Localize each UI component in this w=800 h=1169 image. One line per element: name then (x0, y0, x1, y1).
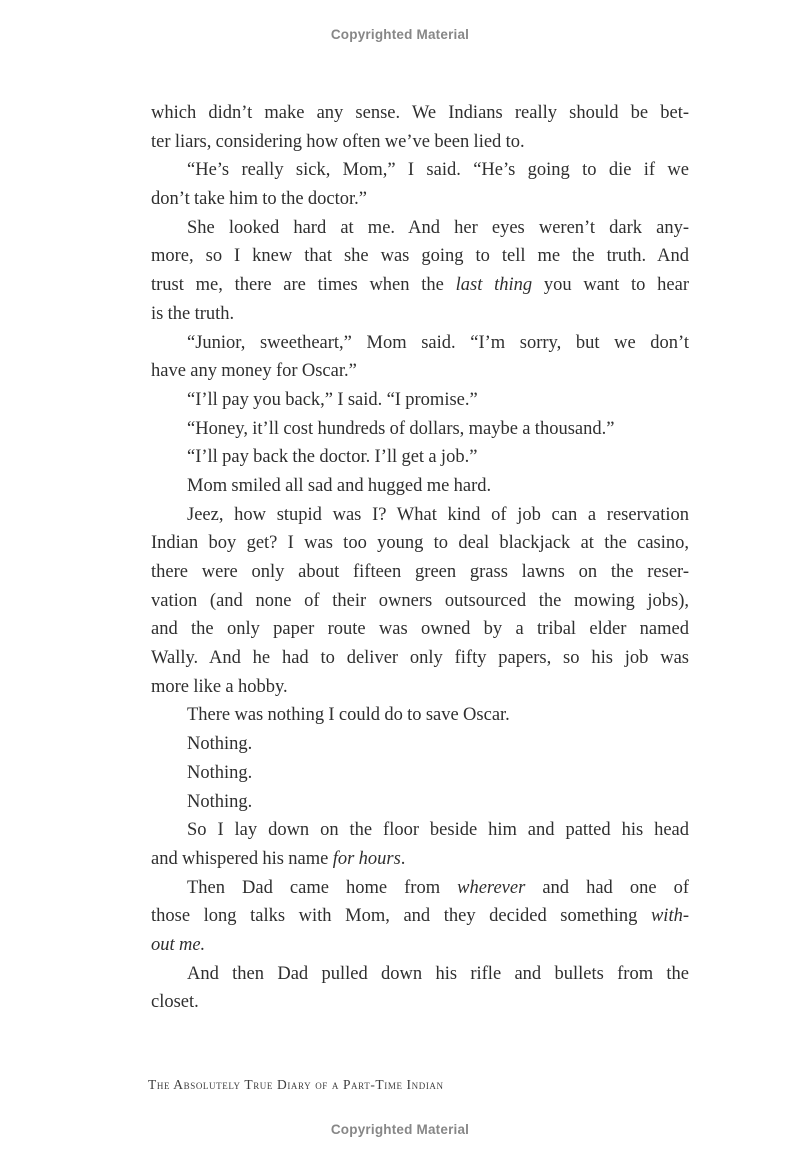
text-segment: have any money for Oscar.” (151, 361, 357, 382)
text-segment: and whispered his name (151, 848, 333, 869)
text-line (151, 415, 689, 444)
text-segment: Then Dad came home from (187, 877, 458, 898)
text-line (151, 214, 689, 243)
italic-text-segment: for hours (332, 848, 401, 869)
text-segment: and had one of (525, 877, 689, 898)
text-line (151, 788, 689, 817)
text-segment: Mom smiled all sad and hugged me hard. (187, 475, 492, 496)
text-line (151, 759, 689, 788)
text-line (151, 472, 689, 501)
text-segment: Jeez, how stupid was I? What kind of job can a reservation (187, 504, 689, 525)
text-line (151, 529, 689, 558)
text-segment: which didn’t make any sense. We Indians really should be bet- (151, 103, 689, 123)
text-segment: don’t take him to the doctor.” (151, 189, 368, 210)
italic-text-segment: with- (650, 906, 689, 927)
text-segment: “Honey, it’ll cost hundreds of dollars, maybe a thousand.” (187, 418, 615, 439)
text-line (151, 816, 689, 845)
text-line (151, 644, 689, 673)
text-line (151, 185, 689, 214)
text-line (151, 443, 689, 472)
text-segment: Nothing. (187, 791, 253, 812)
text-segment: “I’ll pay back the doctor. I’ll get a job.” (187, 447, 478, 468)
text-line (151, 730, 689, 759)
text-segment: more, so I knew that she was going to tell me the truth. And (151, 246, 689, 267)
text-line (151, 701, 689, 730)
body-text (151, 99, 689, 1017)
text-line (151, 99, 689, 128)
text-line (151, 558, 689, 587)
text-line (151, 271, 689, 300)
copyright-notice-bottom: Copyrighted Material (330, 1122, 470, 1137)
text-segment: So I lay down on the floor beside him and patted his head (187, 820, 689, 841)
text-line (151, 156, 689, 185)
text-line (151, 587, 689, 616)
text-line (151, 615, 689, 644)
text-line (151, 300, 689, 329)
italic-text-segment: out me. (151, 934, 206, 955)
text-segment: those long talks with Mom, and they decided something (151, 906, 651, 927)
text-segment: and the only paper route was owned by a tribal elder named (151, 619, 689, 640)
text-segment: . (400, 848, 406, 869)
text-segment: Indian boy get? I was too young to deal blackjack at the casino, (151, 533, 689, 554)
text-segment: “Junior, sweetheart,” Mom said. “I’m sorry, but we don’t (187, 332, 689, 353)
text-segment: There was nothing I could do to save Oscar. (187, 705, 510, 726)
text-line (151, 845, 689, 874)
copyright-notice-top: Copyrighted Material (330, 27, 470, 42)
text-line (151, 357, 689, 386)
text-line (151, 960, 689, 989)
text-line (151, 386, 689, 415)
running-footer-title: The Absolutely True Diary of a Part-Time Indian (148, 1077, 444, 1092)
text-segment: you want to hear (532, 275, 689, 296)
text-segment: Wally. And he had to deliver only fifty papers, so his job was (151, 648, 689, 669)
text-segment: “I’ll pay you back,” I said. “I promise.” (187, 389, 478, 410)
text-line (151, 673, 689, 702)
text-segment: there were only about fifteen green grass lawns on the reser- (151, 562, 689, 582)
text-segment: is the truth. (151, 303, 235, 324)
text-segment: And then Dad pulled down his rifle and bullets from the (187, 963, 689, 984)
text-line (151, 988, 689, 1017)
text-segment: vation (and none of their owners outsourced the mowing jobs), (151, 590, 689, 611)
text-segment: “He’s really sick, Mom,” I said. “He’s going to die if we (187, 160, 689, 181)
text-line (151, 501, 689, 530)
text-line (151, 874, 689, 903)
text-segment: ter liars, considering how often we’ve been lied to. (151, 131, 525, 152)
italic-text-segment: last thing (455, 275, 533, 296)
text-line (151, 902, 689, 931)
text-segment: Nothing. (187, 734, 253, 755)
text-line (151, 329, 689, 358)
text-line (151, 128, 689, 157)
text-segment: more like a hobby. (151, 676, 288, 697)
text-line (151, 931, 689, 960)
text-line (151, 242, 689, 271)
text-segment: Nothing. (187, 762, 253, 783)
text-segment: closet. (151, 992, 199, 1013)
italic-text-segment: wherever (457, 877, 526, 898)
text-segment: trust me, there are times when the (151, 275, 456, 296)
text-segment: She looked hard at me. And her eyes weren’t dark any- (187, 217, 689, 238)
